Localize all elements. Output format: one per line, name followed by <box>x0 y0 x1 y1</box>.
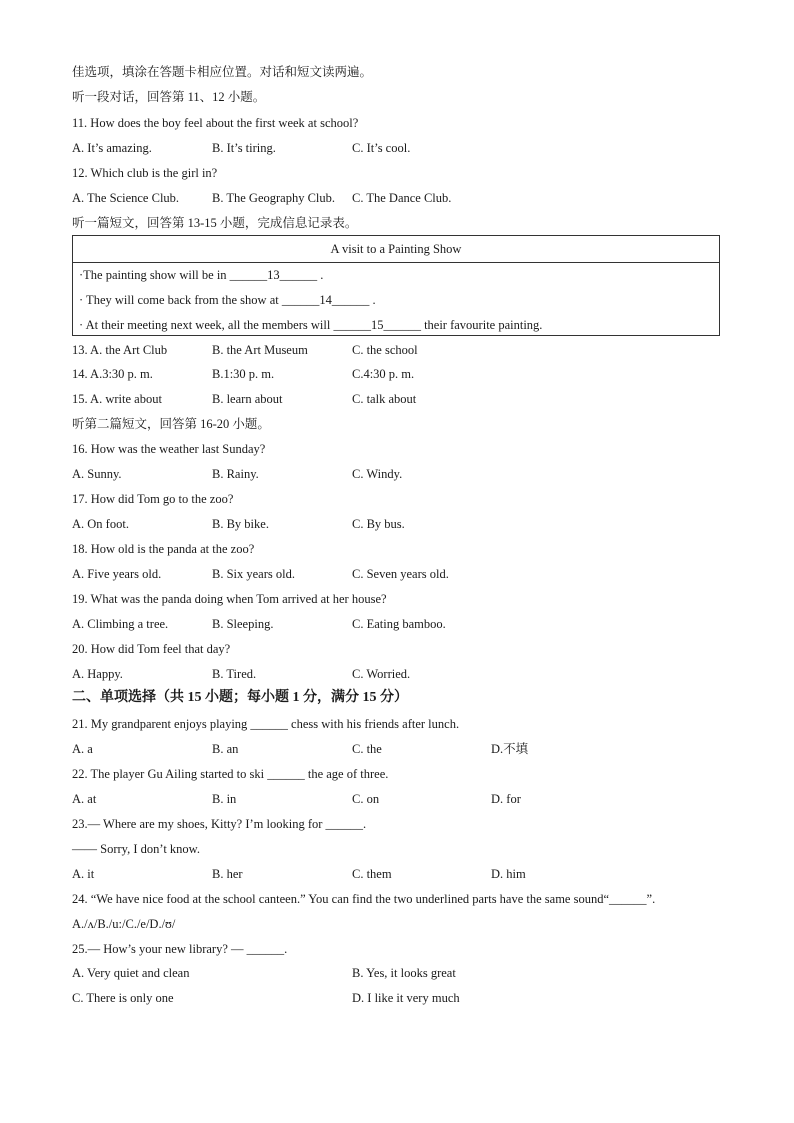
option-b: B. Tired. <box>212 667 257 681</box>
option-b: B. By bike. <box>212 517 269 531</box>
option-c: C. talk about <box>352 392 417 406</box>
option-b: B. her <box>212 867 243 881</box>
option-c: C. on <box>352 792 380 806</box>
option-d: D. I like it very much <box>352 991 460 1005</box>
option-a: A. The Science Club. <box>72 191 180 205</box>
option-a: A. at <box>72 792 97 806</box>
question-21: 21. My grandparent enjoys playing ______ chess with his friends after lunch. <box>72 717 460 731</box>
option-b: B. The Geography Club. <box>212 191 336 205</box>
question-13-option-a: 13. A. the Art Club <box>72 343 168 357</box>
table-row: ·The painting show will be in ______13______ . <box>79 268 324 282</box>
option-c: C. Worried. <box>352 667 411 681</box>
option-b: B. Sleeping. <box>212 617 274 631</box>
question-18: 18. How old is the panda at the zoo? <box>72 542 255 556</box>
question-17: 17. How did Tom go to the zoo? <box>72 492 234 506</box>
option-c: C. Eating bamboo. <box>352 617 446 631</box>
instruction-line: 佳选项，填涂在答题卡相应位置。对话和短文读两遍。 <box>72 65 373 79</box>
question-23-reply: —— Sorry, I don’t know. <box>72 842 201 856</box>
option-a: A. Five years old. <box>72 567 162 581</box>
option-a: A. On foot. <box>72 517 129 531</box>
option-c: C. By bus. <box>352 517 405 531</box>
info-record-table <box>72 235 720 336</box>
question-19: 19. What was the panda doing when Tom arrived at her house? <box>72 592 387 606</box>
table-title: A visit to a Painting Show <box>73 236 719 263</box>
question-25: 25.— How’s your new library? — ______. <box>72 942 288 956</box>
part-2-heading: 二、单项选择（共 15 小题；每小题 1 分，满分 15 分） <box>72 690 408 705</box>
section-heading: 听一篇短文，回答第 13-15 小题，完成信息记录表。 <box>72 216 358 230</box>
option-a: A. Climbing a tree. <box>72 617 169 631</box>
option-b: B. learn about <box>212 392 283 406</box>
option-a: A. Sunny. <box>72 467 122 481</box>
option-b: B. Rainy. <box>212 467 259 481</box>
question-11: 11. How does the boy feel about the first week at school? <box>72 116 359 130</box>
option-b: B. Yes, it looks great <box>352 966 456 980</box>
question-12: 12. Which club is the girl in? <box>72 166 218 180</box>
option-a: A. It’s amazing. <box>72 141 152 155</box>
option-d: D.不填 <box>491 742 529 756</box>
question-15-option-a: 15. A. write about <box>72 392 162 406</box>
option-a: A. Very quiet and clean <box>72 966 190 980</box>
option-c: C. The Dance Club. <box>352 191 452 205</box>
question-14-option-a: 14. A.3:30 p. m. <box>72 367 153 381</box>
option-c: C.4:30 p. m. <box>352 367 415 381</box>
option-b: B. an <box>212 742 239 756</box>
option-c: C. the <box>352 742 382 756</box>
option-b: B.1:30 p. m. <box>212 367 275 381</box>
option-c: C. Seven years old. <box>352 567 449 581</box>
section-heading: 听第二篇短文，回答第 16-20 小题。 <box>72 417 270 431</box>
option-c: C. Windy. <box>352 467 403 481</box>
option-b: B. the Art Museum <box>212 343 308 357</box>
question-20: 20. How did Tom feel that day? <box>72 642 231 656</box>
option-b: B. Six years old. <box>212 567 295 581</box>
option-a: A. Happy. <box>72 667 123 681</box>
option-d: D. him <box>491 867 526 881</box>
option-c: C. them <box>352 867 392 881</box>
option-a: A. it <box>72 867 95 881</box>
question-24: 24. “We have nice food at the school canteen.” You can find the two underlined parts have the same sound“______”. <box>72 892 656 906</box>
question-22: 22. The player Gu Ailing started to ski ______ the age of three. <box>72 767 389 781</box>
option-b: B. in <box>212 792 237 806</box>
option-c: C. It’s cool. <box>352 141 411 155</box>
section-heading: 听一段对话，回答第 11、12 小题。 <box>72 90 266 104</box>
option-c: C. There is only one <box>72 991 174 1005</box>
question-16: 16. How was the weather last Sunday? <box>72 442 266 456</box>
table-row: · They will come back from the show at ______14______ . <box>79 293 376 307</box>
table-row: · At their meeting next week, all the members will ______15______ their favourite painting. <box>79 318 543 332</box>
question-23: 23.— Where are my shoes, Kitty? I’m looking for ______. <box>72 817 367 831</box>
option-b: B. It’s tiring. <box>212 141 276 155</box>
option-a: A. a <box>72 742 93 756</box>
option-d: D. for <box>491 792 521 806</box>
question-24-options: A./ʌ/B./u:/C./e/D./ʊ/ <box>72 917 176 931</box>
option-c: C. the school <box>352 343 418 357</box>
